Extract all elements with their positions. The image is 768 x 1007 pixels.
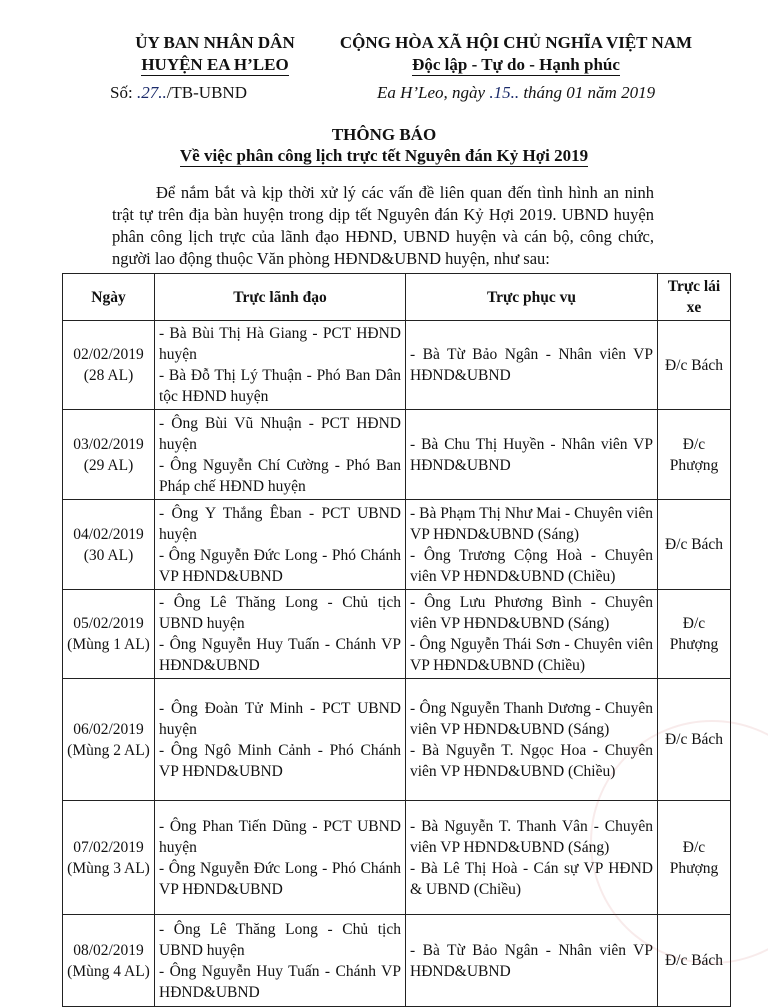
staff-entry: - Ông Nguyễn Thanh Dương - Chuyên viên VP HĐND&UBND (Sáng) [410, 699, 653, 738]
date-cell [63, 500, 155, 590]
staff-cell [406, 915, 658, 1007]
leader-entry: - Ông Lê Thăng Long - Chủ tịch UBND huyện [159, 594, 401, 632]
staff-cell [406, 801, 658, 915]
date-value: 07/02/2019 [73, 838, 144, 856]
date-value: 05/02/2019 [73, 615, 144, 632]
leader-entry: - Ông Nguyễn Đức Long - Phó Chánh VP HĐND&UBND [159, 546, 401, 585]
lunar-date: (Mùng 1 AL) [67, 636, 150, 653]
leader-entry: - Ông Y Thắng Êban - PCT UBND huyện [159, 504, 401, 543]
staff-entry: - Ông Lưu Phương Bình - Chuyên viên VP HĐND&UBND (Sáng) [410, 594, 653, 632]
date-cell [63, 915, 155, 1007]
leaders-cell [155, 915, 406, 1007]
leaders-cell [155, 679, 406, 801]
document-number [110, 83, 330, 103]
date-cell [63, 410, 155, 500]
leader-entry: - Ông Nguyễn Chí Cường - Phó Ban Pháp chế HĐND huyện [159, 456, 401, 495]
nation-line-2: Độc lập - Tự do - Hạnh phúc [412, 55, 620, 74]
date-prefix: Ea H’Leo, ngày [376, 83, 486, 102]
document-date [330, 83, 702, 103]
driver-cell: Đ/c Bách [658, 915, 731, 1007]
lunar-date: (28 AL) [83, 367, 134, 384]
date-value: 08/02/2019 [73, 941, 144, 959]
staff-entry: - Bà Phạm Thị Như Mai - Chuyên viên VP HĐND&UBND (Sáng) [410, 504, 653, 543]
lunar-date: (Mùng 4 AL) [67, 962, 150, 980]
notice-subtitle [0, 146, 768, 167]
leader-entry: - Ông Bùi Vũ Nhuận - PCT HĐND huyện [159, 414, 401, 453]
leaders-cell [155, 321, 406, 410]
doc-number-value: .27.. [136, 83, 167, 102]
header-driver: Trực lái xe [658, 274, 731, 321]
staff-entry: - Bà Nguyễn T. Thanh Vân - Chuyên viên VP HĐND&UBND (Sáng) [410, 817, 653, 856]
notice-subtitle-text: Về việc phân công lịch trực tết Nguyên đán Kỷ Hợi 2019 [179, 146, 589, 165]
driver-cell: Đ/c Bách [658, 500, 731, 590]
table-row [63, 410, 731, 500]
nation-line-1: CỘNG HÒA XÃ HỘI CHỦ NGHĨA VIỆT NAM [339, 33, 693, 52]
staff-cell [406, 590, 658, 679]
leaders-cell [155, 590, 406, 679]
driver-cell: Đ/c Phượng [658, 590, 731, 679]
driver-cell: Đ/c Bách [658, 679, 731, 801]
driver-cell: Đ/c Bách [658, 321, 731, 410]
lunar-date: (Mùng 3 AL) [67, 859, 150, 877]
staff-entry: - Ông Trương Cộng Hoà - Chuyên viên VP HĐND&UBND (Chiều) [410, 546, 653, 585]
notice-title: THÔNG BÁO [331, 125, 437, 144]
date-cell [63, 590, 155, 679]
doc-number-prefix: Số: [110, 83, 133, 102]
staff-entry: - Bà Lê Thị Hoà - Cán sự VP HĐND & UBND (Chiều) [410, 859, 653, 898]
header-leaders: Trực lãnh đạo [155, 274, 406, 321]
intro-paragraph [112, 182, 654, 270]
leaders-cell [155, 801, 406, 915]
driver-cell: Đ/c Phượng [658, 410, 731, 500]
driver-cell: Đ/c Phượng [658, 801, 731, 915]
date-cell [63, 321, 155, 410]
leader-entry: - Bà Đỗ Thị Lý Thuận - Phó Ban Dân tộc HĐND huyện [159, 367, 401, 405]
staff-cell [406, 679, 658, 801]
doc-number-suffix: /TB-UBND [166, 83, 247, 102]
table-row [63, 679, 731, 801]
date-value: 02/02/2019 [73, 346, 144, 363]
table-row [63, 915, 731, 1007]
table-header-row [63, 274, 731, 321]
lunar-date: (Mùng 2 AL) [67, 741, 150, 759]
date-suffix: tháng 01 năm 2019 [523, 83, 656, 102]
org-line-2: HUYỆN EA H’LEO [141, 55, 289, 74]
date-day: .15.. [489, 83, 520, 102]
table-row [63, 500, 731, 590]
date-value: 04/02/2019 [73, 525, 144, 543]
staff-entry: - Bà Từ Bảo Ngân - Nhân viên VP HĐND&UBND [410, 941, 653, 980]
leader-entry: - Ông Đoàn Tử Minh - PCT UBND huyện [159, 699, 401, 738]
header-staff: Trực phục vụ [406, 274, 658, 321]
staff-cell [406, 321, 658, 410]
header-date: Ngày [63, 274, 155, 321]
staff-entry: - Bà Chu Thị Huyền - Nhân viên VP HĐND&UBND [410, 435, 653, 474]
table-row [63, 590, 731, 679]
leader-entry: - Bà Bùi Thị Hà Giang - PCT HĐND huyện [159, 325, 401, 363]
staff-cell [406, 410, 658, 500]
staff-cell [406, 500, 658, 590]
staff-entry: - Ông Nguyễn Thái Sơn - Chuyên viên VP HĐND&UBND (Chiều) [410, 636, 653, 674]
leader-entry: - Ông Ngô Minh Cảnh - Phó Chánh VP HĐND&UBND [159, 741, 401, 780]
staff-entry: - Bà Nguyễn T. Ngọc Hoa - Chuyên viên VP HĐND&UBND (Chiều) [410, 741, 653, 780]
org-line-1: ỦY BAN NHÂN DÂN [135, 33, 295, 52]
table-row [63, 801, 731, 915]
table-row [63, 321, 731, 410]
date-value: 03/02/2019 [73, 435, 144, 453]
leaders-cell [155, 410, 406, 500]
date-cell [63, 679, 155, 801]
org-name [100, 33, 330, 76]
leader-entry: - Ông Nguyễn Huy Tuấn - Chánh VP HĐND&UBND [159, 636, 401, 674]
lunar-date: (30 AL) [83, 546, 134, 564]
date-cell [63, 801, 155, 915]
national-motto [330, 33, 702, 76]
leader-entry: - Ông Phan Tiến Dũng - PCT UBND huyện [159, 817, 401, 856]
date-value: 06/02/2019 [73, 720, 144, 738]
staff-entry: - Bà Từ Bảo Ngân - Nhân viên VP HĐND&UBND [410, 346, 653, 384]
duty-schedule-table [62, 273, 731, 1007]
leader-entry: - Ông Nguyễn Đức Long - Phó Chánh VP HĐND&UBND [159, 859, 401, 898]
leader-entry: - Ông Nguyễn Huy Tuấn - Chánh VP HĐND&UBND [159, 962, 401, 1001]
leaders-cell [155, 500, 406, 590]
leader-entry: - Ông Lê Thăng Long - Chủ tịch UBND huyện [159, 920, 401, 959]
lunar-date: (29 AL) [83, 456, 134, 474]
intro-text: Để nắm bắt và kịp thời xử lý các vấn đề liên quan đến tình hình an ninh trật tự trên địa bàn huyện trong dịp tết Nguyên đán Kỷ Hợi 2019. UBND huyện phân công lịch trực của lãnh đạo HĐND, UBND huyện và cán bộ, công chức, người lao động thuộc Văn phòng HĐND&UBND huyện, như sau: [112, 183, 654, 268]
